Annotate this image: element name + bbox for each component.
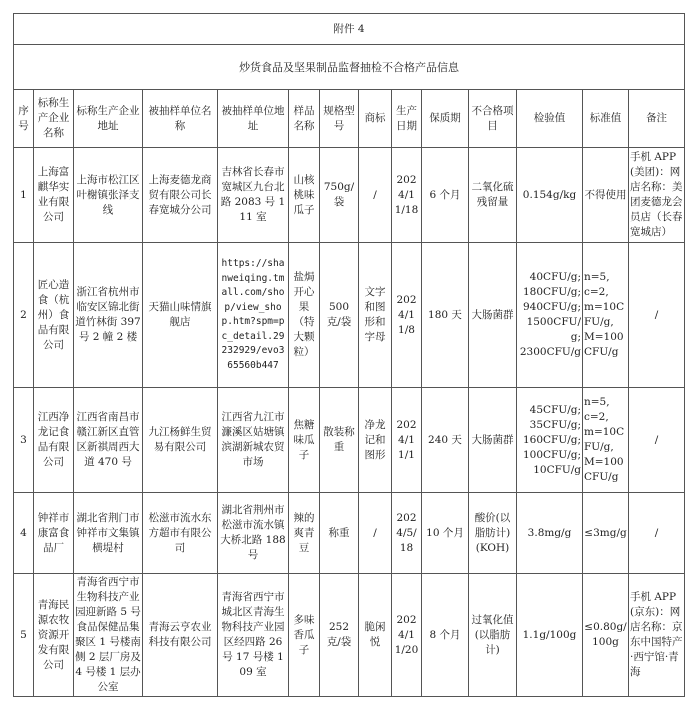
shelf-life: 8 个月 [422, 574, 469, 697]
standard-value: n=5, c=2, m=10CFU/g, M=100CFU/g [583, 388, 629, 493]
nonconforming-item: 大肠菌群 [469, 388, 517, 493]
production-date: 2024/5/18 [392, 493, 422, 574]
remark: 手机 APP(美团)：网店名称：美团麦德龙会员店（长春宽城店） [629, 148, 685, 243]
brand: 脆闲悦 [359, 574, 392, 697]
brand: / [359, 493, 392, 574]
nonconforming-item: 酸价(以脂肪计)(KOH) [469, 493, 517, 574]
header-cell: 样品名称 [289, 90, 320, 148]
table-row [14, 388, 685, 493]
shelf-life: 180 天 [422, 243, 469, 388]
nonconforming-item: 过氧化值(以脂肪计) [469, 574, 517, 697]
nonconforming-products-table [13, 13, 685, 697]
test-value: 45CFU/g; 35CFU/g; 160CFU/g; 100CFU/g; 10CFU/g [517, 388, 583, 493]
maker-name: 青海民源农牧资源开发有限公司 [34, 574, 74, 697]
row-number: 4 [14, 493, 34, 574]
sampled-unit-address: 青海省西宁市城北区青海生物科技产业园区经四路 26 号 17 号楼 109 室 [218, 574, 289, 697]
header-cell: 备注 [629, 90, 685, 148]
sampled-unit-address: https://shanweiqing.tmall.com/shop/view_shop.htm?spm=pc_detail.29232929/evo365560b447 [218, 243, 289, 388]
maker-address: 江西省南昌市赣江新区直管区新祺周西大道 470 号 [74, 388, 143, 493]
maker-name: 江西净龙记食品有限公司 [34, 388, 74, 493]
shelf-life: 10 个月 [422, 493, 469, 574]
maker-name: 钟祥市康富食品厂 [34, 493, 74, 574]
test-value: 1.1g/100g [517, 574, 583, 697]
standard-value: ≤0.80g/100g [583, 574, 629, 697]
row-number: 3 [14, 388, 34, 493]
maker-name: 上海富麒华实业有限公司 [34, 148, 74, 243]
sample-name: 焦糖味瓜子 [289, 388, 320, 493]
header-cell: 标称生产企业地址 [74, 90, 143, 148]
sampled-unit-name: 松滋市流水东方超市有限公司 [143, 493, 218, 574]
nonconforming-item: 大肠菌群 [469, 243, 517, 388]
maker-address: 青海省西宁市生物科技产业园迎新路 5 号食品保健品集聚区 1 号楼南侧 2 层厂房及 4 号楼 1 层办公室 [74, 574, 143, 697]
spec: 500 克/袋 [320, 243, 359, 388]
remark: / [629, 493, 685, 574]
sampled-unit-address: 江西省九江市濂溪区姑塘镇滨湖新城农贸市场 [218, 388, 289, 493]
production-date: 2024/11/8 [392, 243, 422, 388]
spec: 散装称重 [320, 388, 359, 493]
header-cell: 检验值 [517, 90, 583, 148]
production-date: 2024/11/18 [392, 148, 422, 243]
standard-value: ≤3mg/g [583, 493, 629, 574]
standard-value: n=5, c=2, m=10CFU/g, M=100CFU/g [583, 243, 629, 388]
spec: 252 克/袋 [320, 574, 359, 697]
shelf-life: 240 天 [422, 388, 469, 493]
header-cell: 被抽样单位名称 [143, 90, 218, 148]
brand: 文字和图形和字母 [359, 243, 392, 388]
sample-name: 山核桃味瓜子 [289, 148, 320, 243]
header-cell: 标称生产企业名称 [34, 90, 74, 148]
header-row [14, 90, 685, 148]
brand: / [359, 148, 392, 243]
maker-address: 上海市松江区叶榭镇张泽支线 [74, 148, 143, 243]
sampled-unit-name: 天猫山味情旗舰店 [143, 243, 218, 388]
test-value: 3.8mg/g [517, 493, 583, 574]
sample-name: 多味香瓜子 [289, 574, 320, 697]
production-date: 2024/11/20 [392, 574, 422, 697]
production-date: 2024/11/1 [392, 388, 422, 493]
sample-name: 盐焗开心果（特大颗粒） [289, 243, 320, 388]
nonconforming-item: 二氧化硫残留量 [469, 148, 517, 243]
maker-address: 湖北省荆门市钟祥市文集镇横堤村 [74, 493, 143, 574]
sampled-unit-address: 湖北省荆州市松滋市流水镇大桥北路 188 号 [218, 493, 289, 574]
brand: 净龙记和图形 [359, 388, 392, 493]
sampled-unit-address: 吉林省长春市宽城区九台北路 2083 号 111 室 [218, 148, 289, 243]
standard-value: 不得使用 [583, 148, 629, 243]
sampled-unit-name: 上海麦德龙商贸有限公司长春宽城分公司 [143, 148, 218, 243]
table-row [14, 148, 685, 243]
shelf-life: 6 个月 [422, 148, 469, 243]
remark: / [629, 388, 685, 493]
header-cell: 保质期 [422, 90, 469, 148]
table-row [14, 243, 685, 388]
test-value: 0.154g/kg [517, 148, 583, 243]
header-cell: 商标 [359, 90, 392, 148]
test-value: 40CFU/g; 180CFU/g; 940CFU/g; 1500CFU/g; 2300CFU/g [517, 243, 583, 388]
table-row [14, 493, 685, 574]
header-cell: 标准值 [583, 90, 629, 148]
remark: / [629, 243, 685, 388]
sampled-unit-name: 青海云亨农业科技有限公司 [143, 574, 218, 697]
spec: 750g/袋 [320, 148, 359, 243]
sample-name: 辣的爽青豆 [289, 493, 320, 574]
maker-address: 浙江省杭州市临安区锦北街道竹林街 397 号 2 幢 2 楼 [74, 243, 143, 388]
header-cell: 生产日期 [392, 90, 422, 148]
table-title: 炒货食品及坚果制品监督抽检不合格产品信息 [14, 45, 685, 90]
sampled-unit-name: 九江杨鲜生贸易有限公司 [143, 388, 218, 493]
table-row [14, 574, 685, 697]
annex-label: 附件 4 [14, 14, 685, 45]
header-cell: 规格型号 [320, 90, 359, 148]
maker-name: 匠心造食（杭州）食品有限公司 [34, 243, 74, 388]
row-number: 1 [14, 148, 34, 243]
header-cell: 被抽样单位地址 [218, 90, 289, 148]
row-number: 2 [14, 243, 34, 388]
spec: 称重 [320, 493, 359, 574]
row-number: 5 [14, 574, 34, 697]
header-cell: 不合格项目 [469, 90, 517, 148]
remark: 手机 APP(京东)：网店名称：京东中国特产·西宁馆·青海 [629, 574, 685, 697]
header-cell: 序号 [14, 90, 34, 148]
